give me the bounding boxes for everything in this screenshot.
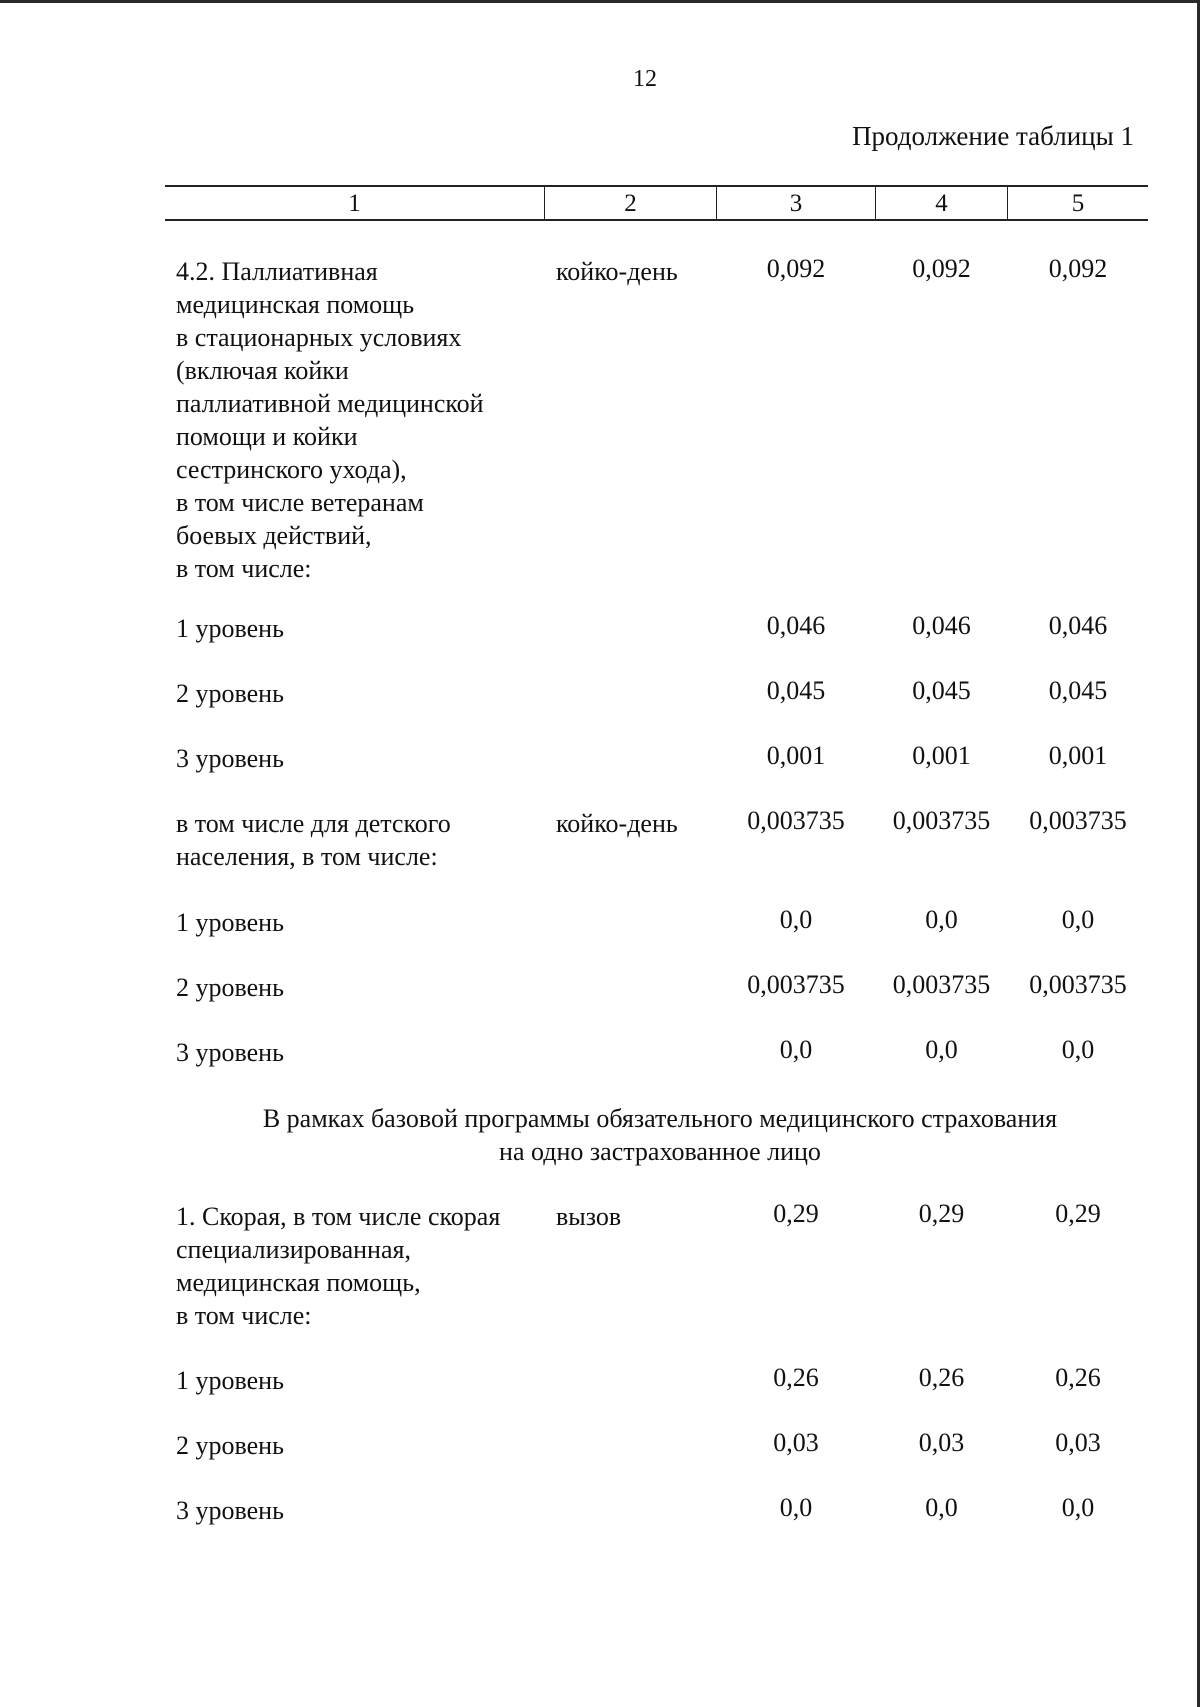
table-header-top-rule <box>165 185 1148 187</box>
row-value-col3: 0,092 <box>766 254 826 283</box>
row-description: 2 уровень <box>176 1431 284 1460</box>
row-value-col5: 0,046 <box>1048 611 1108 640</box>
row-description: 1. Скорая, в том числе скорая специализированная, медицинская помощь, в том числе: <box>176 1202 501 1330</box>
row-unit: койко-день <box>556 257 678 286</box>
row-description: 3 уровень <box>176 1038 284 1067</box>
row-value-col5: 0,03 <box>1055 1428 1101 1457</box>
row-value-col4: 0,0 <box>925 1493 958 1522</box>
row-value-col4: 0,045 <box>912 676 971 705</box>
row-description: 4.2. Паллиативная медицинская помощь в стационарных условиях (включая койки паллиативной медицинской помощи и койки сестринского ухода), в том числе ветеранам боевых действий, в том числе: <box>176 257 484 583</box>
row-description: 1 уровень <box>176 1366 284 1395</box>
section-title <box>200 1102 1120 1168</box>
row-unit: вызов <box>556 1202 622 1231</box>
row-value-col4: 0,001 <box>912 741 971 770</box>
row-value-col3: 0,0 <box>779 1493 813 1522</box>
row-description: 1 уровень <box>176 908 284 937</box>
row-description: 2 уровень <box>176 973 284 1002</box>
row-value-col4: 0,003735 <box>892 806 991 835</box>
row-value-col4: 0,046 <box>912 611 971 640</box>
row-value-col3: 0,003735 <box>747 806 845 835</box>
row-value-col5: 0,003735 <box>1029 970 1127 999</box>
row-value-col4: 0,0 <box>925 905 958 934</box>
row-value-col5: 0,045 <box>1048 676 1108 705</box>
row-value-col4: 0,0 <box>925 1035 958 1064</box>
row-value-col3: 0,0 <box>779 1035 813 1064</box>
row-description: в том числе для детского населения, в том числе: <box>176 809 451 871</box>
table-header-bottom-rule <box>165 219 1148 221</box>
row-value-col5: 0,0 <box>1061 905 1095 934</box>
row-value-col3: 0,045 <box>766 676 826 705</box>
table-continuation-label: Продолжение таблицы 1 <box>852 121 1134 151</box>
column-header-1: 1 <box>348 190 361 217</box>
row-value-col5: 0,26 <box>1055 1363 1101 1392</box>
row-unit: койко-день <box>556 809 678 838</box>
row-value-col5: 0,29 <box>1055 1199 1101 1228</box>
row-value-col5: 0,092 <box>1048 254 1108 283</box>
row-value-col5: 0,001 <box>1048 741 1108 770</box>
column-header-3: 3 <box>789 190 803 217</box>
row-value-col4: 0,26 <box>918 1363 965 1392</box>
row-description: 3 уровень <box>176 744 284 773</box>
row-value-col4: 0,29 <box>918 1199 965 1228</box>
row-description: 1 уровень <box>176 614 284 643</box>
column-header-4: 4 <box>935 190 948 217</box>
row-value-col5: 0,0 <box>1061 1035 1095 1064</box>
column-header-2: 2 <box>624 190 637 217</box>
row-value-col3: 0,046 <box>766 611 826 640</box>
row-value-col5: 0,003735 <box>1029 806 1127 835</box>
row-value-col3: 0,003735 <box>747 970 845 999</box>
row-value-col3: 0,001 <box>766 741 826 770</box>
row-value-col3: 0,0 <box>779 905 813 934</box>
row-value-col3: 0,26 <box>773 1363 819 1392</box>
scan-edge-top <box>0 0 1200 3</box>
section-title-line: на одно застрахованное лицо <box>499 1137 821 1166</box>
section-title-line: В рамках базовой программы обязательного медицинского страхования <box>262 1104 1058 1133</box>
row-value-col3: 0,03 <box>773 1428 819 1457</box>
row-value-col4: 0,003735 <box>892 970 991 999</box>
row-value-col4: 0,03 <box>918 1428 965 1457</box>
row-description: 2 уровень <box>176 679 284 708</box>
column-header-5: 5 <box>1071 190 1085 217</box>
row-value-col3: 0,29 <box>773 1199 819 1228</box>
row-description: 3 уровень <box>176 1496 284 1525</box>
row-value-col4: 0,092 <box>912 254 971 283</box>
row-value-col5: 0,0 <box>1061 1493 1095 1522</box>
page-number: 12 <box>633 66 657 92</box>
